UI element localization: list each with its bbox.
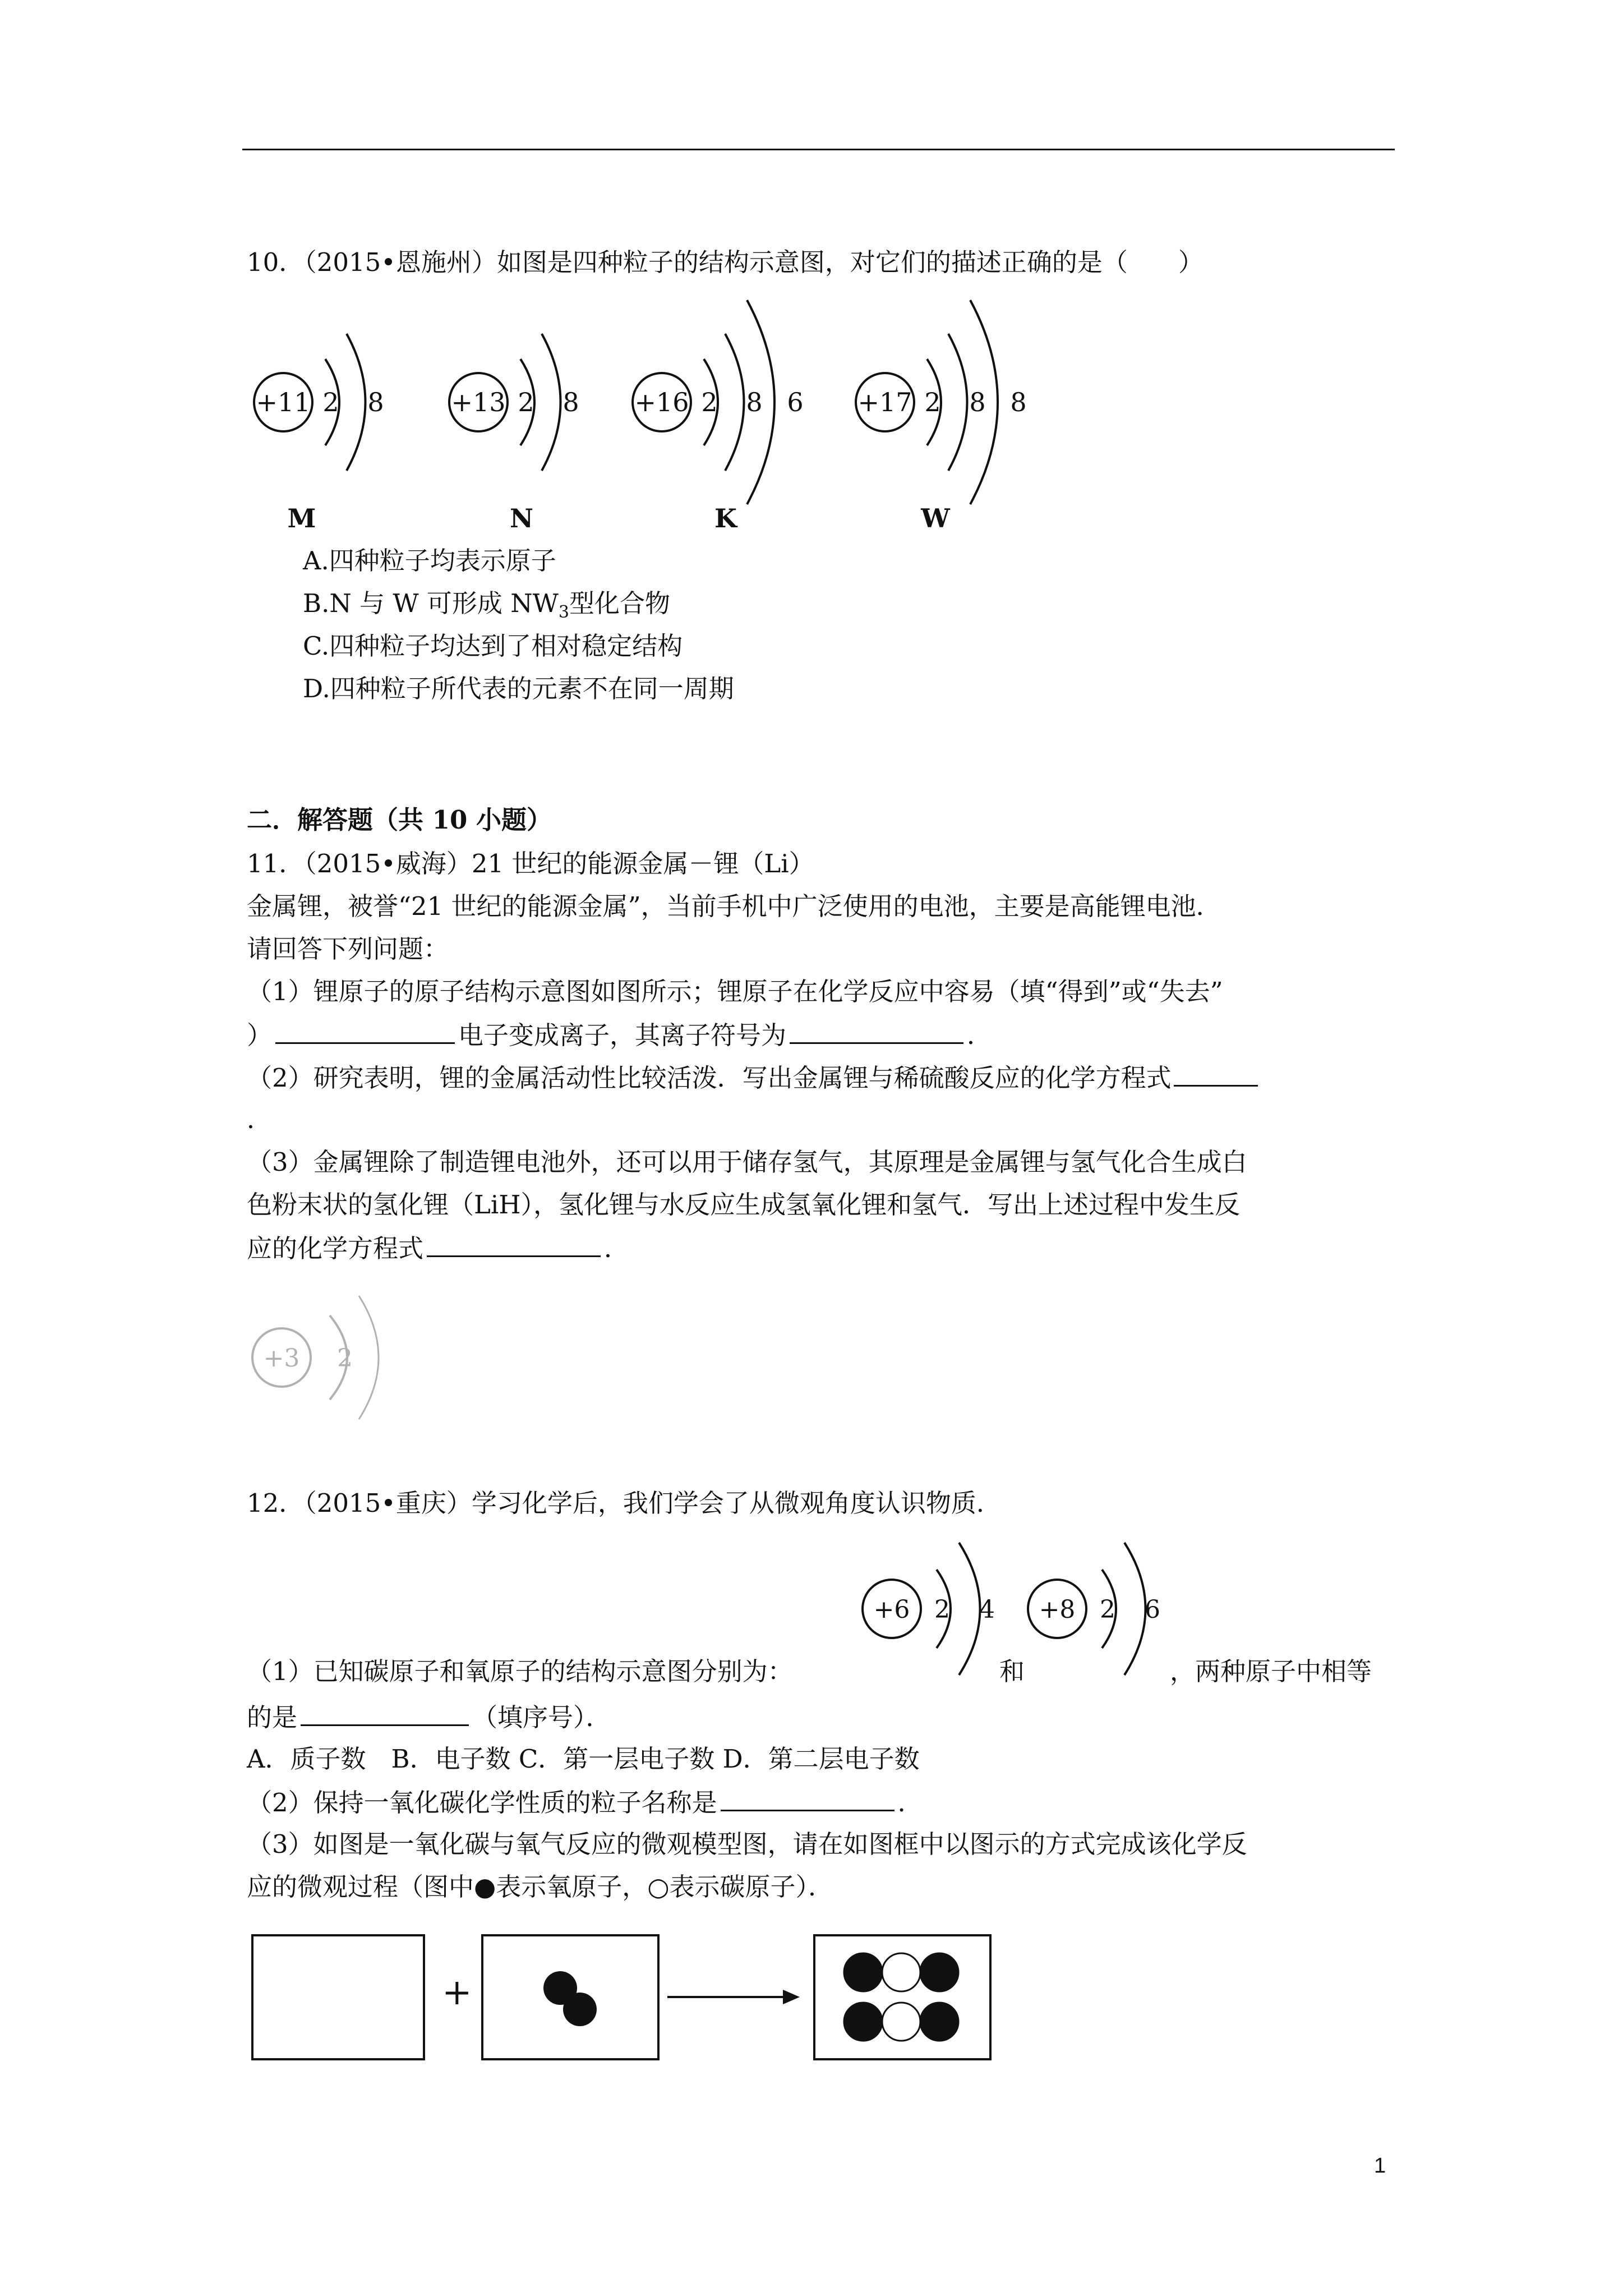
plus-sign: +: [442, 1972, 472, 2013]
q10-option-b: [303, 587, 670, 629]
particle-m-label: M: [287, 503, 316, 533]
q11-line-8: 色粉末状的氢化锂（LiH），氢化锂与水反应生成氢氧化锂和氢气．写出上述过程中发生反: [247, 1190, 1241, 1220]
particle-w-label: W: [921, 503, 950, 533]
q11-line-4-middle: 电子变成离子，其离子符号为: [458, 1020, 787, 1050]
q12-line-2-prefix: 的是: [247, 1703, 298, 1732]
q12-title: 12．（2015•重庆）学习化学后，我们学会了从微观角度认识物质．: [247, 1488, 1002, 1518]
carbon-nucleus-charge: +6: [873, 1595, 910, 1624]
carbon-atom-icon: [882, 2003, 920, 2041]
q12-blank-2[interactable]: [721, 1785, 895, 1811]
q11-line-5: [247, 1060, 1258, 1095]
lithium-shell-1: 2: [337, 1344, 353, 1373]
q11-line-4: [247, 1018, 992, 1052]
particle-m-shell-1: 2: [322, 387, 339, 417]
q12-line-1-suffix: ，两种原子中相等: [1170, 1657, 1372, 1686]
q12-line-3: [247, 1785, 923, 1820]
q11-line-3: （1）锂原子的原子结构示意图如图所示；锂原子在化学反应中容易（填“得到”或“失去”: [247, 977, 1223, 1006]
q10-option-b-suffix: 型化合物: [569, 588, 670, 618]
q11-line-9-end: ．: [604, 1234, 630, 1263]
particle-w-shell-1: 2: [924, 387, 941, 417]
particle-n-shell-1: 2: [518, 387, 534, 417]
reaction-arrow-icon: [667, 1983, 802, 2011]
oxygen-atom-icon: [563, 1993, 597, 2026]
particle-k-shell-2: 8: [746, 387, 763, 417]
section-2-heading: 二．解答题（共 10 小题）: [247, 805, 552, 835]
q12-line-3-prefix: （2）保持一氧化碳化学性质的粒子名称是: [247, 1788, 717, 1818]
particle-k-shell-3: 6: [787, 387, 804, 417]
q11-line-9-text: 应的化学方程式: [247, 1234, 424, 1263]
oxygen-shell-1: 2: [1100, 1595, 1115, 1624]
q12-line-5: 应的微观过程（图中●表示氧原子，○表示碳原子）．: [247, 1872, 834, 1902]
oxygen-atom-icon: [920, 1953, 958, 1991]
particle-m-nucleus-charge: +11: [256, 387, 311, 417]
particle-w-shell-2: 8: [969, 387, 986, 417]
q11-line-4-end: ．: [967, 1020, 993, 1050]
q10-stem: 10．（2015•恩施州）如图是四种粒子的结构示意图，对它们的描述正确的是（ ）: [247, 247, 1204, 277]
q11-line-7: （3）金属锂除了制造锂电池外，还可以用于储存氢气，其原理是金属锂与氢气化合生成白: [247, 1147, 1247, 1177]
q10-option-b-subscript: 3: [558, 602, 569, 622]
q11-line-1: 金属锂，被誉“21 世纪的能源金属”，当前手机中广泛使用的电池，主要是高能锂电池．: [247, 891, 1221, 921]
particle-k-shell-1: 2: [701, 387, 718, 417]
q11-blank-4[interactable]: [427, 1231, 601, 1257]
q12-blank-1[interactable]: [301, 1700, 469, 1726]
page-number: 1: [1374, 2154, 1386, 2178]
q12-line-4: （3）如图是一氧化碳与氧气反应的微观模型图，请在如图框中以图示的方式完成该化学反: [247, 1829, 1247, 1859]
particle-n-shell-2: 8: [562, 387, 579, 417]
q10-option-a: A.四种粒子均表示原子: [303, 546, 556, 576]
carbon-shell-2: 4: [979, 1595, 995, 1624]
carbon-atom-diagram: [852, 1537, 1021, 1688]
oxygen-shell-2: 6: [1145, 1595, 1160, 1624]
q11-line-2: 请回答下列问题：: [247, 934, 449, 964]
q12-line-2: [247, 1700, 611, 1734]
oxygen-molecule-box: [481, 1934, 660, 2060]
reactant-box-empty[interactable]: [251, 1934, 425, 2060]
q10-particle-diagrams: [241, 292, 1082, 539]
particle-k-label: K: [714, 503, 737, 533]
carbon-atom-icon: [882, 1953, 920, 1991]
q12-line-1-prefix: （1）已知碳原子和氧原子的结构示意图分别为：: [247, 1657, 793, 1686]
particle-n-nucleus-charge: +13: [451, 387, 506, 417]
q11-blank-3[interactable]: [1174, 1060, 1258, 1087]
q11-line-9: [247, 1231, 629, 1266]
q11-blank-1[interactable]: [275, 1018, 455, 1044]
q12-line-3-end: ．: [897, 1788, 923, 1818]
oxygen-atom-icon: [844, 2003, 882, 2041]
q11-line-4-prefix: ）: [247, 1020, 273, 1050]
q11-line-5-text: （2）研究表明，锂的金属活动性比较活泼．写出金属锂与稀硫酸反应的化学方程式: [247, 1063, 1172, 1093]
q11-title: 11．（2015•威海）21 世纪的能源金属－锂（Li）: [247, 849, 814, 878]
oxygen-molecule: [483, 1936, 657, 2058]
carbon-shell-1: 2: [934, 1595, 950, 1624]
particle-m-shell-2: 8: [367, 387, 384, 417]
q12-choices: A．质子数 B．电子数 C．第一层电子数 D．第二层电子数: [247, 1744, 920, 1774]
particle-w-nucleus-charge: +17: [857, 387, 912, 417]
particle-n-label: N: [509, 503, 534, 533]
q10-option-c: C.四种粒子均达到了相对稳定结构: [303, 631, 683, 661]
oxygen-atom-icon: [920, 2003, 958, 2041]
lithium-nucleus-charge: +3: [263, 1344, 300, 1373]
particle-k-nucleus-charge: +16: [634, 387, 689, 417]
oxygen-atom-icon: [844, 1953, 882, 1991]
q10-option-d: D.四种粒子所代表的元素不在同一周期: [303, 674, 734, 703]
carbon-dioxide-box: [813, 1934, 992, 2060]
q10-option-b-text: B.N 与 W 可形成 NW: [303, 588, 559, 618]
carbon-dioxide-molecules: [815, 1936, 989, 2058]
oxygen-atom-diagram: [1018, 1537, 1186, 1688]
particle-w-shell-3: 8: [1010, 387, 1027, 417]
q12-line-2-suffix: （填序号）．: [472, 1703, 611, 1732]
lithium-atom-diagram: [247, 1285, 415, 1430]
q11-blank-2[interactable]: [790, 1018, 963, 1044]
q12-line-1-and: 和: [999, 1657, 1025, 1686]
q11-line-6: ．: [247, 1105, 273, 1134]
oxygen-nucleus-charge: +8: [1039, 1595, 1076, 1624]
header-rule: [242, 149, 1395, 150]
